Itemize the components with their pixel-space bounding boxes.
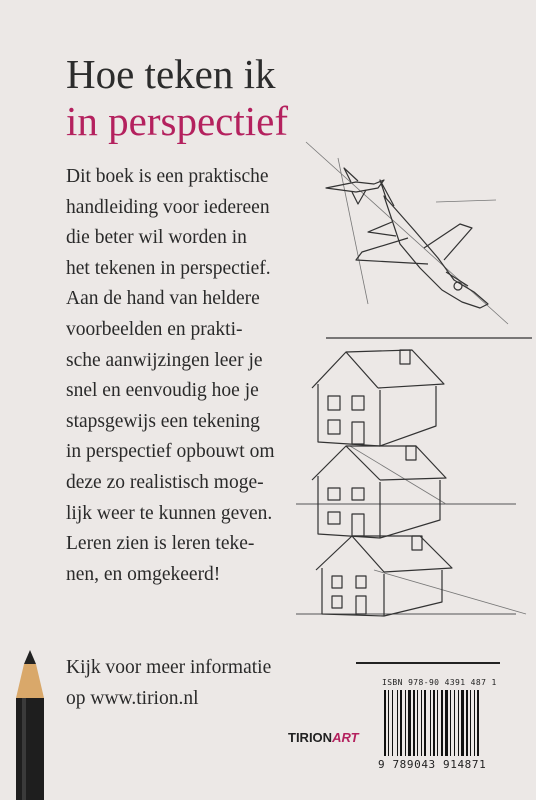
pencil-icon (10, 650, 50, 800)
barcode-bar (450, 690, 451, 756)
description-line: Dit boek is een praktische (66, 166, 269, 187)
house-drawing-icon (296, 536, 526, 616)
description-line: in perspectief opbouwt om (66, 441, 275, 463)
barcode-number: 9 789043 914871 (378, 758, 487, 771)
barcode-bar (417, 690, 418, 756)
barcode-bar (430, 690, 431, 756)
barcode-bar (437, 690, 438, 756)
description-line: voorbeelden en prakti- (66, 318, 243, 340)
barcode-bar (405, 690, 406, 756)
barcode-bar (458, 690, 459, 756)
barcode-top-rule (356, 662, 500, 664)
barcode-bar (445, 690, 448, 756)
barcode-bar (470, 690, 471, 756)
website-link: op www.tirion.nl (66, 688, 199, 709)
description-line: Aan de hand van heldere (66, 288, 260, 310)
isbn-text: ISBN 978-90 4391 487 1 (382, 678, 497, 687)
barcode-bar (388, 690, 389, 756)
description-line: Leren zien is leren teke- (66, 533, 255, 555)
description-line: snel en eenvoudig hoe je (66, 380, 259, 402)
barcode-bar (392, 690, 393, 756)
book-title-line2: in perspectief (66, 98, 288, 144)
description-line: handleiding voor iedereen (66, 196, 270, 218)
house-drawing-icon (296, 446, 516, 538)
barcode-bar (421, 690, 422, 756)
publisher-logo (288, 730, 359, 745)
book-title-line1: Hoe teken ik (66, 51, 276, 97)
barcode-bar (477, 690, 479, 756)
description-line: lijk weer te kunnen geven. (66, 502, 273, 524)
barcode-bar (413, 690, 415, 756)
barcode-icon (380, 690, 510, 758)
house-drawing-icon (312, 350, 444, 446)
logo-part-tirion: TIRION (288, 730, 333, 745)
barcode-bar (461, 690, 464, 756)
description-line: nen, en omgekeerd! (66, 563, 221, 585)
description-line: deze zo realistisch moge- (66, 471, 264, 493)
barcode-bar (384, 690, 386, 756)
barcode-bar (441, 690, 443, 756)
description-line: die beter wil worden in (66, 227, 247, 249)
barcode-bar (408, 690, 411, 756)
perspective-sketches (296, 140, 532, 620)
logo-part-art: ART (332, 730, 359, 745)
description-line: stapsgewijs een tekening (66, 410, 260, 432)
more-info-text (66, 652, 351, 714)
barcode-bar (433, 690, 435, 756)
description-line: het tekenen in perspectief. (66, 257, 271, 279)
barcode-bar (454, 690, 455, 756)
barcode-bar (466, 690, 468, 756)
barcode-bar (400, 690, 402, 756)
airplane-drawing-icon (306, 142, 508, 324)
info-line: Kijk voor meer informatie (66, 657, 272, 678)
barcode-bar (397, 690, 398, 756)
barcode-bar (474, 690, 475, 756)
barcode-bar (424, 690, 426, 756)
description-line: sche aanwijzingen leer je (66, 349, 263, 371)
